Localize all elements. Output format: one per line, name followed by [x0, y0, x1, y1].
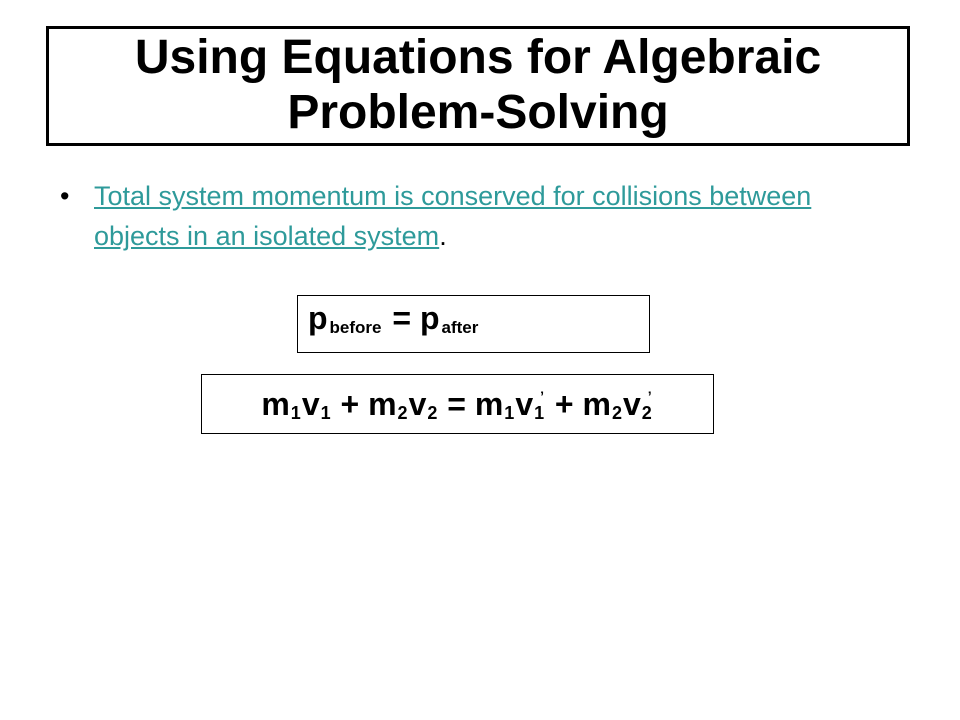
velocity-1-after-subscript: 1	[534, 403, 545, 423]
slide-title-line-1: Using Equations for Algebraic	[134, 31, 822, 85]
bullet-marker: •	[60, 181, 70, 211]
mass-2-after: m	[582, 386, 611, 422]
velocity-2: v	[408, 386, 427, 422]
plus-sign-right: +	[546, 386, 583, 422]
momentum-conservation-link[interactable]: Total system momentum is conserved for collisions between objects in an isolated system	[94, 181, 812, 251]
after-subscript: after	[441, 318, 479, 337]
velocity-1: v	[301, 386, 320, 422]
bullet-text	[94, 176, 880, 256]
velocity-1-prime: ’	[540, 388, 545, 404]
slide-title	[46, 26, 910, 146]
mass-1: m	[261, 386, 290, 422]
equals-sign: =	[438, 386, 475, 422]
collision-equation-box	[201, 374, 714, 434]
before-subscript: before	[329, 318, 382, 337]
mass-1-after-subscript: 1	[504, 403, 515, 423]
equals-sign: =	[383, 300, 420, 336]
velocity-1-after: v	[515, 386, 534, 422]
velocity-2-after: v	[622, 386, 641, 422]
mass-1-after: m	[474, 386, 504, 422]
mass-1-subscript: 1	[290, 403, 301, 423]
mass-2-after-subscript: 2	[611, 403, 622, 423]
velocity-1-subscript: 1	[320, 403, 331, 423]
velocity-2-after-subscript: 2	[641, 403, 652, 423]
slide-title-line-2: Problem-Solving	[287, 86, 669, 139]
plus-sign-left: +	[331, 386, 369, 422]
velocity-2-subscript: 2	[427, 403, 438, 423]
momentum-equation-box	[297, 295, 650, 353]
p-after-var: p	[419, 300, 440, 336]
mass-2: m	[368, 386, 397, 422]
p-before-var: p	[308, 300, 328, 336]
bullet-period: .	[439, 221, 447, 251]
mass-2-subscript: 2	[397, 403, 408, 423]
velocity-2-prime: ’	[647, 388, 652, 404]
bullet-item	[60, 176, 880, 256]
